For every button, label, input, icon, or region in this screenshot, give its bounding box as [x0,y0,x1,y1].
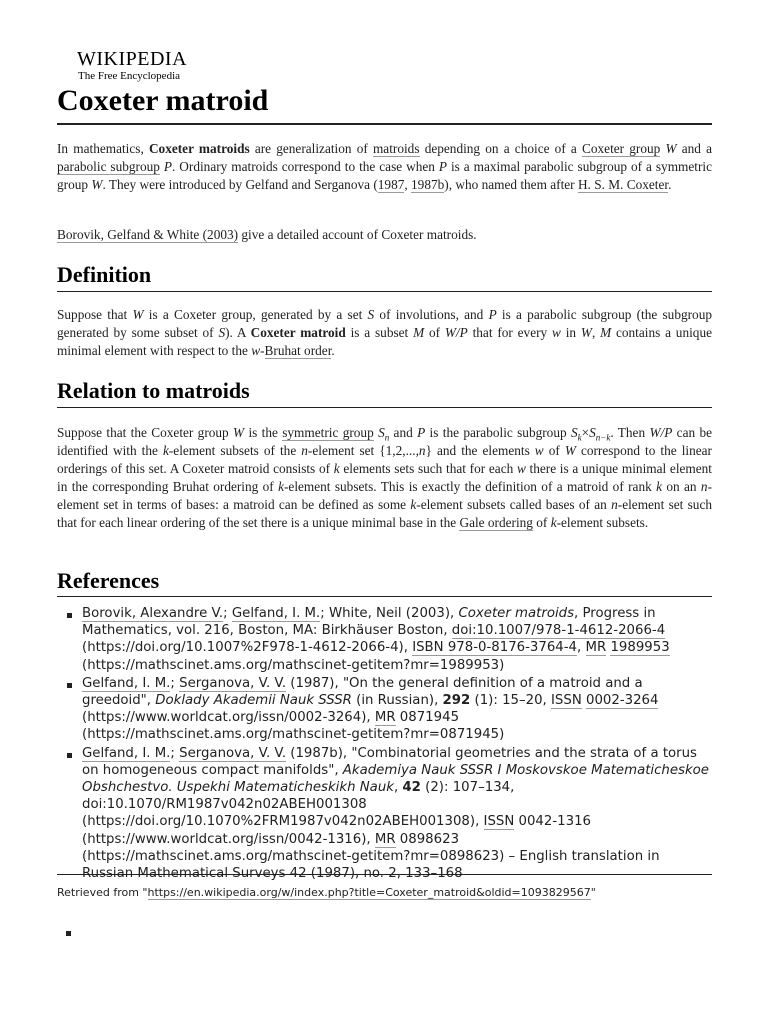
link-doi[interactable]: doi:10.1007/978-1-4612-2066-4 [451,623,666,639]
link-issn-number[interactable]: 0002-3264 [586,693,659,709]
intro-paragraph: In mathematics, Coxeter matroids are generalization of matroids depending on a choice of a Coxeter group W and a parabolic subgroup P. Ordinary matroids correspond to the case when P is a maximal parabolic subgroup of a symmetric group W. They were introduced by Gelfand and Serganova (1987, 1987b), who named them after H. S. M. Coxeter. [57,141,713,192]
link-permanent-url[interactable]: https://en.wikipedia.org/w/index.php?title=Coxeter_matroid&oldid=1093829567 [147,886,591,899]
link-mr-number[interactable]: 1989953 [610,640,670,656]
reference-item: Borovik, Alexandre V.; Gelfand, I. M.; White, Neil (2003), Coxeter matroids, Progress in Mathematics, vol. 216, Boston, MA: Birkhäuser Boston, doi:10.1007/978-1-4612-2066-4 (https://doi.org/10.1007%2F978-1-4612-2066-4), ISBN 978-0-8176-3764-4, MR 1989953 (https://mathscinet.ams.org/mathscinet-getitem?mr=1989953) [67,605,712,674]
logo-tagline: The Free Encyclopedia [78,70,181,82]
heading-definition: Definition [57,262,152,287]
definition-paragraph: Suppose that W is a Coxeter group, generated by a set S of involutions, and P is a parabolic subgroup (the subgroup generated by some subset of S). A Coxeter matroid is a subset M of W/P that for every w in W, M contains a unique minimal element with respect to the w-Bruhat order. [57,307,713,358]
link-author-gelfand[interactable]: Gelfand, I. M. [231,606,321,621]
link-ref-1987b[interactable]: 1987b [411,177,445,192]
relation-divider [57,407,712,408]
link-ref-1987[interactable]: 1987 [377,177,405,192]
link-coxeter-group[interactable]: Coxeter group [582,141,661,156]
link-matroids[interactable]: matroids [372,141,420,156]
link-parabolic-subgroup[interactable]: parabolic subgroup [57,159,160,174]
link-author-gelfand[interactable]: Gelfand, I. M. [82,675,171,691]
link-mr[interactable]: MR [374,831,396,847]
link-bruhat-order[interactable]: Bruhat order [264,343,332,358]
retrieved-from: Retrieved from "https://en.wikipedia.org/w/index.php?title=Coxeter_matroid&oldid=1093829567" [57,886,596,899]
wikipedia-logo[interactable] [77,48,187,83]
references-divider [57,596,712,597]
link-mr[interactable]: MR [585,640,607,656]
link-author-borovik[interactable]: Borovik, Alexandre V. [82,606,224,621]
footer-divider [57,874,712,875]
link-gale-ordering[interactable]: Gale ordering [459,515,533,530]
link-issn[interactable]: ISSN [551,693,582,709]
intro-paragraph-2: Borovik, Gelfand & White (2003) give a detailed account of Coxeter matroids. [57,227,477,242]
link-isbn[interactable]: ISBN 978-0-8176-3764-4 [412,640,578,656]
heading-relation: Relation to matroids [57,378,250,403]
link-ref-borovik[interactable]: Borovik, Gelfand & White (2003) [57,227,239,242]
reference-item: Gelfand, I. M.; Serganova, V. V. (1987b), "Combinatorial geometries and the strata of a torus on homogeneous compact manifolds", Akademiya Nauk SSSR I Moskovskoe Matematicheskoe Obshchestvo. Uspekhi Matematicheskikh Nauk, 42 (2): 107–134, doi:10.1070/RM1987v042n02ABEH001308 (https://doi.org/10.1070%2FRM1987v042n02ABEH001308), ISSN 0042-1316 (https://www.worldcat.org/issn/0042-1316), MR 0898623 (https://mathscinet.ams.org/mathscinet-getitem?mr=0898623) – English translation in Russian Mathematical Surveys 42 (1987), no. 2, 133–168 [67,745,712,883]
link-symmetric-group[interactable]: symmetric group [282,425,374,440]
definition-divider [57,291,712,292]
link-author-gelfand[interactable]: Gelfand, I. M. [82,745,171,761]
reference-item: Gelfand, I. M.; Serganova, V. V. (1987), "On the general definition of a matroid and a greedoid", Doklady Akademii Nauk SSSR (in Russian), 292 (1): 15–20, ISSN 0002-3264 (https://www.worldcat.org/issn/0002-3264), MR 0871945 (https://mathscinet.ams.org/mathscinet-getitem?mr=0871945) [67,675,712,744]
heading-references: References [57,568,160,593]
list-bullet [66,931,71,936]
relation-paragraph: Suppose that the Coxeter group W is the symmetric group $S_n$ and P is the parabolic subgroup $S_k\times S_{n-k}$. Then W/P can be identified with the k-element subsets of the n-element set {1,2,...,n} and the elements w of W correspond to the linear orderings of this set. A Coxeter matroid consists of k elements sets such that for each w there is a unique minimal element in the corresponding Bruhat ordering of k-element subsets. This is exactly the definition of a matroid of rank k on an n-element set in terms of bases: a matroid can be defined as some k-element subsets called bases of an n-element set such that for each linear ordering of the set there is a unique minimal base in the Gale ordering of k-element subsets. [57,425,713,530]
logo-wordmark: WIKIPEDIA [77,48,188,70]
link-issn[interactable]: ISSN [483,814,515,830]
title-divider [57,123,712,125]
page-title: Coxeter matroid [57,84,269,117]
link-coxeter-person[interactable]: H. S. M. Coxeter [577,177,669,192]
link-author-serganova[interactable]: Serganova, V. V. [179,675,287,691]
references-list [67,605,712,883]
link-mr[interactable]: MR [374,710,396,726]
link-author-serganova[interactable]: Serganova, V. V. [179,745,287,761]
